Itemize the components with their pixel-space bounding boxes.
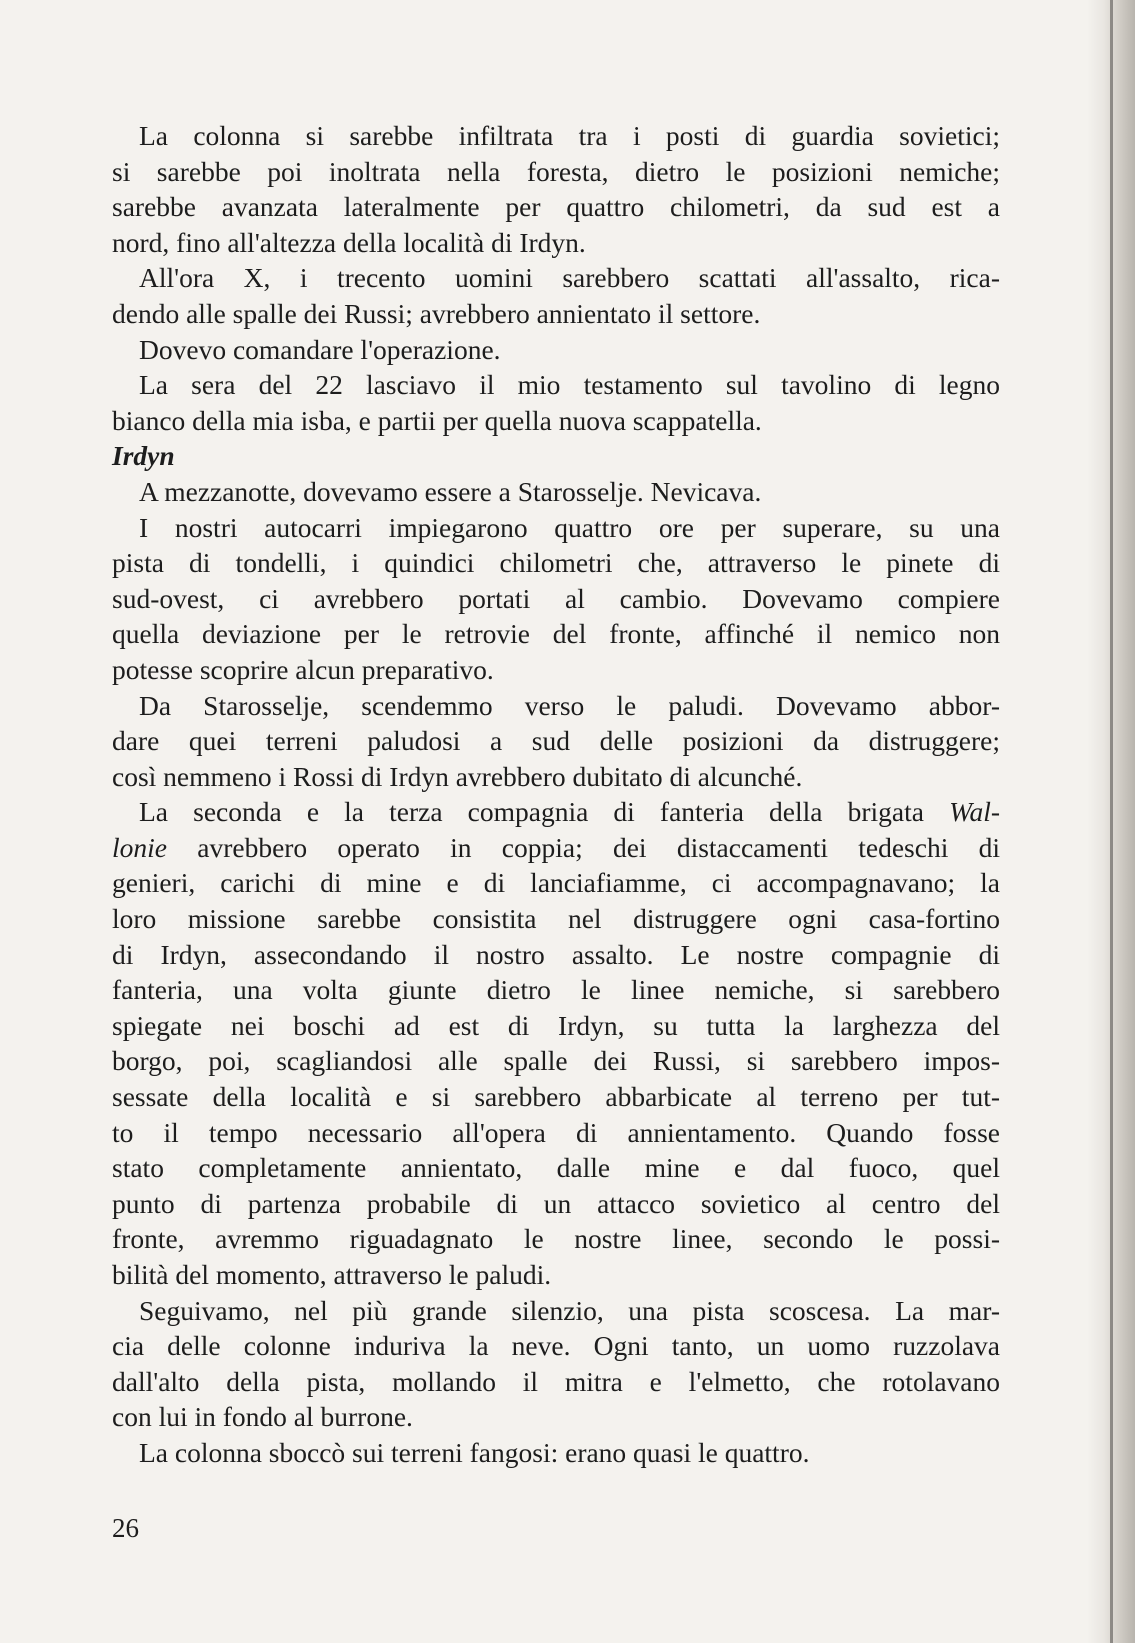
line-text: loro missione sarebbe consistita nel distruggere ogni casa-fortino <box>112 903 1000 935</box>
line-text: La seconda e la terza compagnia di fanteria della brigata <box>139 796 924 828</box>
text-line <box>112 652 1000 688</box>
text-line <box>112 972 1000 1008</box>
text-line <box>112 403 1000 439</box>
text-line <box>112 1399 1000 1435</box>
line-text: bilità del momento, attraverso le paludi. <box>112 1259 552 1290</box>
line-text: pista di tondelli, i quindici chilometri che, attraverso le pinete di <box>112 547 1000 579</box>
text-line <box>112 759 1000 795</box>
page-edge-line <box>1110 0 1113 1643</box>
text-line <box>112 510 1000 546</box>
line-text: genieri, carichi di mine e di lanciafiamme, ci accompagnavano; la <box>112 867 1000 899</box>
text-line <box>112 154 1000 190</box>
line-text: cia delle colonne induriva la neve. Ogni tanto, un uomo ruzzolava <box>112 1330 1000 1362</box>
text-line <box>112 1257 1000 1293</box>
text-line <box>112 830 1000 866</box>
text-line <box>112 332 1000 368</box>
italic-text: Wal- <box>949 796 1000 828</box>
line-text: bianco della mia isba, e partii per quella nuova scappatella. <box>112 404 762 436</box>
line-text: I nostri autocarri impiegarono quattro ore per superare, su una <box>139 511 1000 543</box>
text-line <box>112 367 1000 403</box>
line-text: Dovevo comandare l'operazione. <box>139 333 501 365</box>
line-text: dendo alle spalle dei Russi; avrebbero annientato il settore. <box>112 297 761 329</box>
text-line <box>112 189 1000 225</box>
line-text: fanteria, una volta giunte dietro le linee nemiche, si sarebbero <box>112 974 1000 1006</box>
text-line <box>112 1435 1000 1471</box>
text-line <box>112 1293 1000 1329</box>
body-text <box>112 118 1000 1471</box>
line-text: dall'alto della pista, mollando il mitra e l'elmetto, che rotolavano <box>112 1365 1000 1397</box>
text-line <box>112 260 1000 296</box>
line-text: fronte, avremmo riguadagnato le nostre linee, secondo le possi- <box>112 1223 1000 1255</box>
line-text: La colonna si sarebbe infiltrata tra i posti di guardia sovietici; <box>139 120 1000 151</box>
line-text: potesse scoprire alcun preparativo. <box>112 653 494 685</box>
page-number: 26 <box>112 1513 139 1543</box>
line-text: punto di partenza probabile di un attacco sovietico al centro del <box>112 1187 1000 1219</box>
text-line <box>112 1186 1000 1222</box>
line-text: La sera del 22 lasciavo il mio testamento sul tavolino di legno <box>139 369 1000 401</box>
text-line <box>112 1079 1000 1115</box>
text-line <box>112 474 1000 510</box>
line-text: A mezzanotte, dovevamo essere a Starosselje. Nevicava. <box>139 475 762 507</box>
text-line <box>112 225 1000 261</box>
line-text: Seguivamo, nel più grande silenzio, una pista scoscesa. La mar- <box>139 1294 1000 1326</box>
line-text: così nemmeno i Rossi di Irdyn avrebbero dubitato di alcunché. <box>112 760 803 792</box>
text-line <box>112 1328 1000 1364</box>
text-line <box>112 1043 1000 1079</box>
line-text: La colonna sboccò sui terreni fangosi: erano quasi le quattro. <box>139 1436 810 1468</box>
text-line <box>112 937 1000 973</box>
line-text: Da Starosselje, scendemmo verso le paludi. Dovevamo abbor- <box>139 689 1000 721</box>
line-text: All'ora X, i trecento uomini sarebbero scattati all'assalto, rica- <box>139 262 1000 294</box>
line-text: sessate della località e si sarebbero abbarbicate al terreno per tut- <box>112 1081 1000 1113</box>
line-text: avrebbero operato in coppia; dei distaccamenti tedeschi di <box>167 831 1000 863</box>
line-text: dare quei terreni paludosi a sud delle posizioni da distruggere; <box>112 725 1000 757</box>
line-text: borgo, poi, scagliandosi alle spalle dei Russi, si sarebbero impos- <box>112 1045 1000 1077</box>
text-line <box>112 901 1000 937</box>
text-line <box>112 616 1000 652</box>
line-text: si sarebbe poi inoltrata nella foresta, dietro le posizioni nemiche; <box>112 155 1000 187</box>
text-line <box>112 688 1000 724</box>
text-line <box>112 865 1000 901</box>
text-line <box>112 1115 1000 1151</box>
text-line <box>112 581 1000 617</box>
text-line <box>112 1008 1000 1044</box>
italic-text: lonie <box>112 831 167 863</box>
text-line <box>112 1364 1000 1400</box>
line-text: stato completamente annientato, dalle mine e dal fuoco, quel <box>112 1152 1000 1184</box>
text-line <box>112 1150 1000 1186</box>
line-text: con lui in fondo al burrone. <box>112 1401 413 1433</box>
text-line <box>112 1221 1000 1257</box>
text-line <box>112 296 1000 332</box>
text-line <box>112 545 1000 581</box>
line-text: quella deviazione per le retrovie del fronte, affinché il nemico non <box>112 618 1000 650</box>
line-text: nord, fino all'altezza della località di Irdyn. <box>112 226 586 258</box>
line-text: sarebbe avanzata lateralmente per quattro chilometri, da sud est a <box>112 191 1000 223</box>
text-line <box>112 118 1000 154</box>
line-text: di Irdyn, assecondando il nostro assalto. Le nostre compagnie di <box>112 938 1000 970</box>
section-heading: Irdyn <box>112 440 175 472</box>
text-line <box>112 794 1000 830</box>
line-text: spiegate nei boschi ad est di Irdyn, su tutta la larghezza del <box>112 1009 1000 1041</box>
text-line <box>112 723 1000 759</box>
line-text: to il tempo necessario all'opera di annientamento. Quando fosse <box>112 1116 1000 1148</box>
line-text: sud-ovest, ci avrebbero portati al cambio. Dovevamo compiere <box>112 582 1000 614</box>
